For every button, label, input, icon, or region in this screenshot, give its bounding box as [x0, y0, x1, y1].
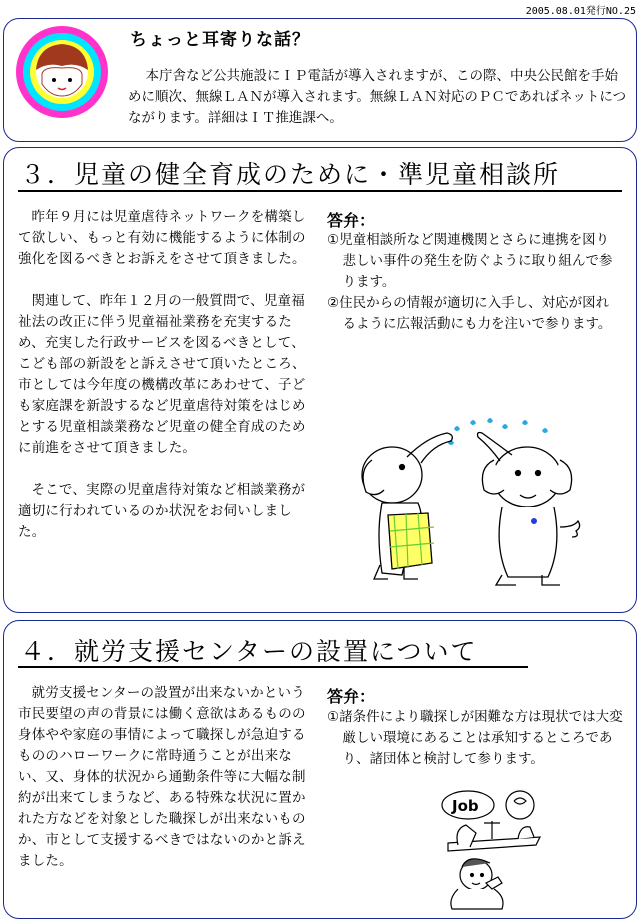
- section-4-question: [18, 683, 310, 872]
- job-sign-text: Job: [452, 797, 479, 815]
- mascot-logo: [14, 24, 110, 120]
- section-3-title: ３．児童の健全育成のために・準児童相談所: [20, 160, 561, 189]
- section-3-question: [18, 207, 310, 543]
- tip-title: ちょっと耳寄りな話？: [130, 30, 310, 50]
- section-3-title-underline: [18, 190, 622, 192]
- section-3-answer-item: ②住民からの情報が適切に入手し、対応が図れるように広報活動にも力を注いで参ります。: [327, 295, 612, 332]
- section-4-title-underline: [18, 666, 528, 668]
- section-3-answer-label: 答弁：: [327, 211, 376, 230]
- section-4-title: ４．就労支援センターの設置について: [20, 637, 478, 666]
- section-4-answer-item: ①諸条件により職探しが困難な方は現状では大変厳しい環境にあることは承知するところであり、諸団体と検討して参ります。: [327, 709, 623, 767]
- section-4-paragraph: 就労支援センターの設置が出来ないかという市民要望の声の背景には働く意欲はあるものの身体やや家庭の事情によって職探しが急迫するもののハローワークに常時通うことが出来ない、又、身体的状況から通勤条件等に大幅な制約が出来てしまうなど、ある特殊な状況に置かれた方などを対象とした職探しが出来ないものか、市として支援するべきではないのかと訴えました。: [18, 685, 306, 869]
- tip-paragraph: 本庁舎など公共施設にＩＰ電話が導入されますが、この際、中央公民館を手始めに順次、無線ＬＡＮが導入されます。無線ＬＡＮ対応のＰＣであればネットにつながります。詳細はＩＴ推進課へ。: [128, 68, 627, 126]
- tip-body: [128, 66, 628, 129]
- section-3-answer-item: ①児童相談所など関連機関とさらに連携を図り悲しい事件の発生を防ぐように取り組んで参ります。: [327, 232, 613, 290]
- section-3-paragraph: そこで、実際の児童虐待対策など相談業務が適切に行われているのか状況をお伺いしました。: [18, 482, 306, 540]
- elephants-illustration: [352, 415, 602, 590]
- section-3-paragraph: 関連して、昨年１２月の一般質問で、児童福祉法の改正に伴う児童福祉業務を充実するため、充実した行政サービスを図るべきとして、こども部の新設をと訴えさせて頂いたところ、市としては今年度の機構改革にあわせて、子ども家庭課を新設するなど児童虐待対策をはじめとする児童相談業務など児童の健全育成のために前進をさせて頂きました。: [18, 293, 306, 456]
- section-3-answer-list: [327, 230, 621, 335]
- section-3-paragraph: 昨年９月には児童虐待ネットワークを構築して欲しい、もっと有効に機能するように体制の強化を図るべきとお訴えをさせて頂きました。: [18, 209, 306, 267]
- issue-date-number: 2005.08.01発行NO.25: [525, 6, 636, 17]
- job-seeker-illustration: [428, 783, 556, 911]
- section-4-answer-list: [327, 707, 623, 770]
- section-4-answer-label: 答弁：: [327, 687, 376, 706]
